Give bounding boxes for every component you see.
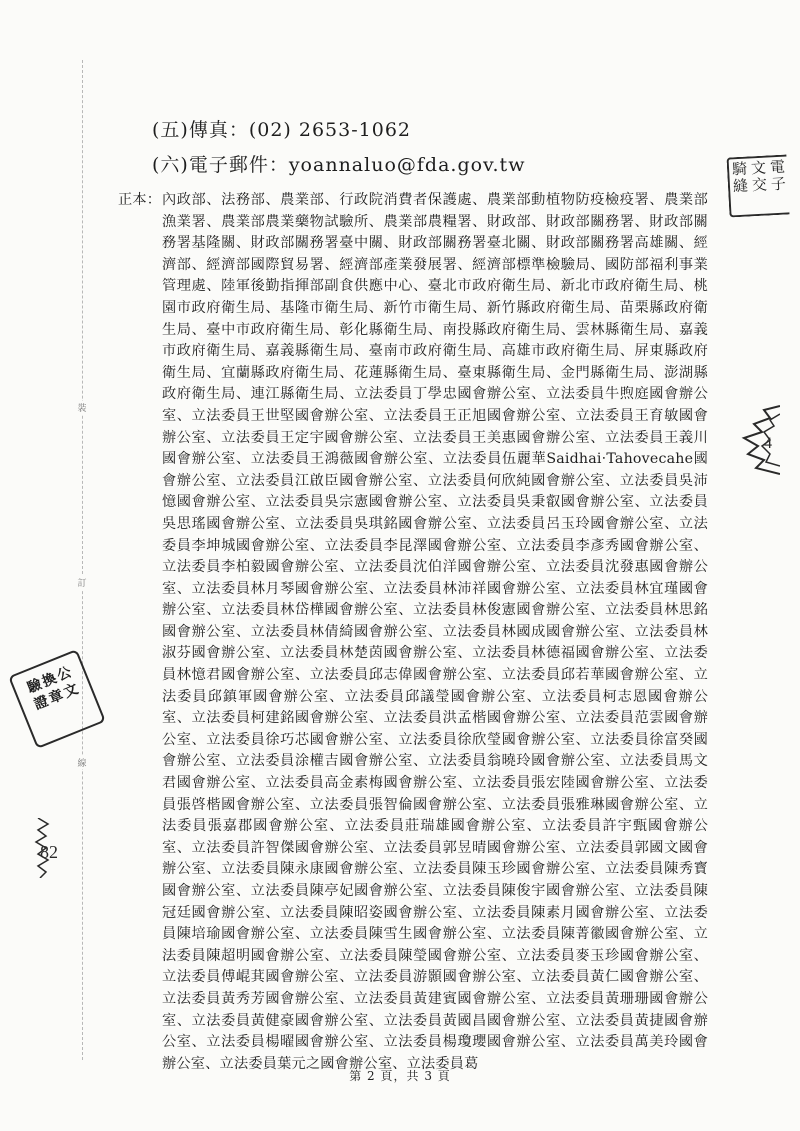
binding-line bbox=[82, 60, 83, 1060]
seam-stamp-right bbox=[726, 154, 789, 217]
email-line: (六)電子郵件：yoannaluo@fda.gov.tw bbox=[152, 154, 526, 176]
seal-stamp-left bbox=[8, 649, 106, 749]
seal-char-6: 證 bbox=[31, 693, 51, 714]
recipients-block bbox=[118, 190, 708, 1075]
recipients-list: 內政部、法務部、農業部、行政院消費者保護處、農業部動植物防疫檢疫署、農業部漁業署、農業部農業藥物試驗所、農業部農糧署、財政部、財政部關務署、財政部關務署基隆關、財政部關務署臺中關、財政部關務署臺北關、財政部關務署高雄關、經濟部、經濟部國際貿易署、經濟部產業發展署、經濟部標準檢驗局、國防部福利事業管理處、陸軍後勤指揮部副食供應中心、臺北市政府衛生局、新北市政府衛生局、桃園市政府衛生局、基隆市衛生局、新竹市衛生局、新竹縣政府衛生局、苗栗縣政府衛生局、臺中市政府衛生局、彰化縣衛生局、南投縣政府衛生局、雲林縣衛生局、嘉義市政府衛生局、嘉義縣衛生局、臺南市政府衛生局、高雄市政府衛生局、屏東縣政府衛生局、宜蘭縣政府衛生局、花蓮縣衛生局、臺東縣衛生局、金門縣衛生局、澎湖縣政府衛生局、連江縣衛生局、立法委員丁學忠國會辦公室、立法委員牛煦庭國會辦公室、立法委員王世堅國會辦公室、立法委員王正旭國會辦公室、立法委員王育敏國會辦公室、立法委員王定宇國會辦公室、立法委員王美惠國會辦公室、立法委員王義川國會辦公室、立法委員王鴻薇國會辦公室、立法委員伍麗華Saidhai‧Tahovecahe國會辦公室、立法委員江啟臣國會辦公室、立法委員何欣純國會辦公室、立法委員吳沛憶國會辦公室、立法委員吳宗憲國會辦公室、立法委員吳秉叡國會辦公室、立法委員吳思瑤國會辦公室、立法委員吳琪銘國會辦公室、立法委員呂玉玲國會辦公室、立法委員李坤城國會辦公室、立法委員李昆澤國會辦公室、立法委員李彥秀國會辦公室、立法委員李柏毅國會辦公室、立法委員沈伯洋國會辦公室、立法委員沈發惠國會辦公室、立法委員林月琴國會辦公室、立法委員林沛祥國會辦公室、立法委員林宜瑾國會辦公室、立法委員林岱樺國會辦公室、立法委員林俊憲國會辦公室、立法委員林思銘國會辦公室、立法委員林倩綺國會辦公室、立法委員林國成國會辦公室、立法委員林淑芬國會辦公室、立法委員林楚茵國會辦公室、立法委員林德福國會辦公室、立法委員林憶君國會辦公室、立法委員邱志偉國會辦公室、立法委員邱若華國會辦公室、立法委員邱鎮軍國會辦公室、立法委員邱議瑩國會辦公室、立法委員柯志恩國會辦公室、立法委員柯建銘國會辦公室、立法委員洪孟楷國會辦公室、立法委員范雲國會辦公室、立法委員徐巧芯國會辦公室、立法委員徐欣瑩國會辦公室、立法委員徐富癸國會辦公室、立法委員涂權吉國會辦公室、立法委員翁曉玲國會辦公室、立法委員馬文君國會辦公室、立法委員高金素梅國會辦公室、立法委員張宏陸國會辦公室、立法委員張啓楷國會辦公室、立法委員張智倫國會辦公室、立法委員張雅琳國會辦公室、立法委員張嘉郡國會辦公室、立法委員莊瑞雄國會辦公室、立法委員許宇甄國會辦公室、立法委員許智傑國會辦公室、立法委員郭昱晴國會辦公室、立法委員郭國文國會辦公室、立法委員陳永康國會辦公室、立法委員陳玉珍國會辦公室、立法委員陳秀寳國會辦公室、立法委員陳亭妃國會辦公室、立法委員陳俊宇國會辦公室、立法委員陳冠廷國會辦公室、立法委員陳昭姿國會辦公室、立法委員陳素月國會辦公室、立法委員陳培瑜國會辦公室、立法委員陳雪生國會辦公室、立法委員陳菁徽國會辦公室、立法委員陳超明國會辦公室、立法委員陳瑩國會辦公室、立法委員麥玉珍國會辦公室、立法委員傅崐萁國會辦公室、立法委員游顥國會辦公室、立法委員黃仁國會辦公室、立法委員黃秀芳國會辦公室、立法委員黃建賓國會辦公室、立法委員黃珊珊國會辦公室、立法委員黃健豪國會辦公室、立法委員黃國昌國會辦公室、立法委員黃捷國會辦公室、立法委員楊曜國會辦公室、立法委員楊瓊瓔國會辦公室、立法委員萬美玲國會辦公室、立法委員葉元之國會辦公室、立法委員葛 bbox=[162, 192, 708, 1072]
seal-char-1: 公 bbox=[54, 664, 74, 685]
page-number: 第 2 頁，共 3 頁 bbox=[349, 1069, 451, 1083]
seal-char-4: 章 bbox=[46, 687, 66, 708]
wavy-page-mark-icon bbox=[32, 818, 76, 878]
seam-stamp-col-3: 騎縫 bbox=[731, 159, 749, 196]
seal-number: 4 bbox=[764, 435, 772, 452]
seam-stamp-col-1: 電子 bbox=[769, 157, 787, 194]
page-mark-number: 82 bbox=[40, 842, 58, 862]
seal-char-2: 文 bbox=[61, 681, 81, 702]
seal-char-3: 換 bbox=[40, 670, 59, 691]
binding-mark-3: 線 bbox=[76, 756, 88, 769]
fax-line: (五)傳真：(02) 2653-1062 bbox=[152, 119, 411, 141]
wavy-seal-icon bbox=[734, 402, 780, 478]
seam-stamp-col-2: 文交 bbox=[750, 158, 768, 195]
recipients-label: 正本： bbox=[118, 192, 162, 208]
binding-mark-1: 裝 bbox=[76, 401, 88, 414]
seal-char-5: 驗 bbox=[25, 676, 45, 697]
binding-mark-2: 訂 bbox=[76, 576, 88, 589]
